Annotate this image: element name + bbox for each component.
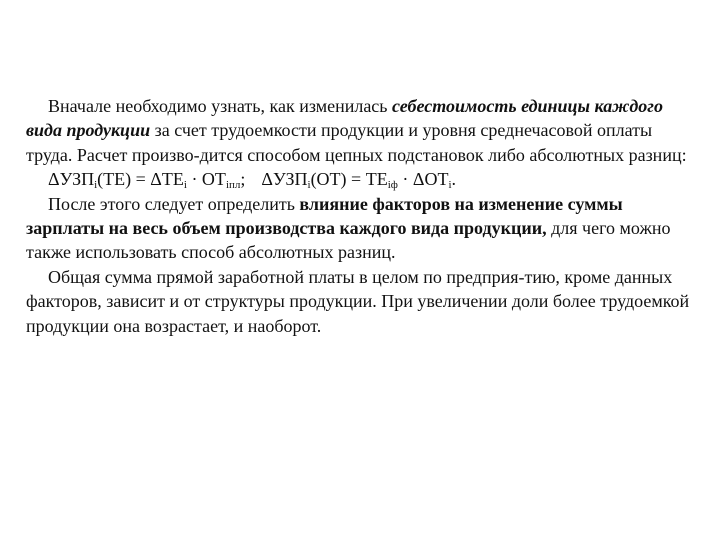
formula-2	[261, 169, 457, 192]
formula-2-sub2: iф	[387, 179, 398, 192]
formula-1-sub2: i	[183, 179, 187, 192]
formula-1-mid: (ТЕ) = ΔТЕ	[97, 169, 184, 190]
paragraph-structure: Общая сумма прямой заработной платы в целом по предприя-тию, кроме данных факторов, зависит и от структуры продукции. При увеличении доли более трудоемкой продукции она возрастает, и наоборот.	[26, 266, 690, 336]
formula-2-term: ΔУЗП	[261, 169, 308, 190]
intro-tail: за счет трудоемкости продукции и уровня среднечасовой оплаты труда. Расчет произво-дится способом цепных подстановок либо абсолютных разниц:	[26, 120, 687, 165]
paragraph-intro	[26, 94, 696, 167]
formula-2-mid: (ОТ) = ТЕ	[310, 169, 388, 190]
formula-1-mid2: · ОТ	[186, 169, 226, 190]
intro-lead: Вначале необходимо узнать, как изменилась	[48, 96, 393, 116]
formula-2-sub: i	[307, 179, 311, 192]
formula-1-sub3: iпл	[225, 179, 241, 192]
body-text	[26, 94, 696, 338]
formula-line	[26, 167, 696, 191]
formula-2-end: .	[451, 169, 457, 190]
formula-2-sub3: i	[448, 179, 452, 192]
paragraph-factors	[26, 192, 696, 265]
formula-1	[48, 169, 246, 192]
intro-emphasis: себестоимость единицы каждого вида продукции	[26, 96, 663, 141]
factors-tail: для чего можно также использовать способ абсолютных разниц.	[26, 218, 671, 263]
formula-1-term: ΔУЗП	[48, 169, 95, 190]
factors-emphasis: влияние факторов на изменение суммы зарплаты на весь объем производства каждого вида продукции,	[26, 193, 623, 239]
formula-1-end: ;	[240, 169, 246, 190]
formula-2-mid2: · ΔОТ	[397, 169, 449, 190]
formula-1-sub: i	[94, 179, 98, 192]
factors-lead: После этого следует определить	[48, 193, 300, 214]
